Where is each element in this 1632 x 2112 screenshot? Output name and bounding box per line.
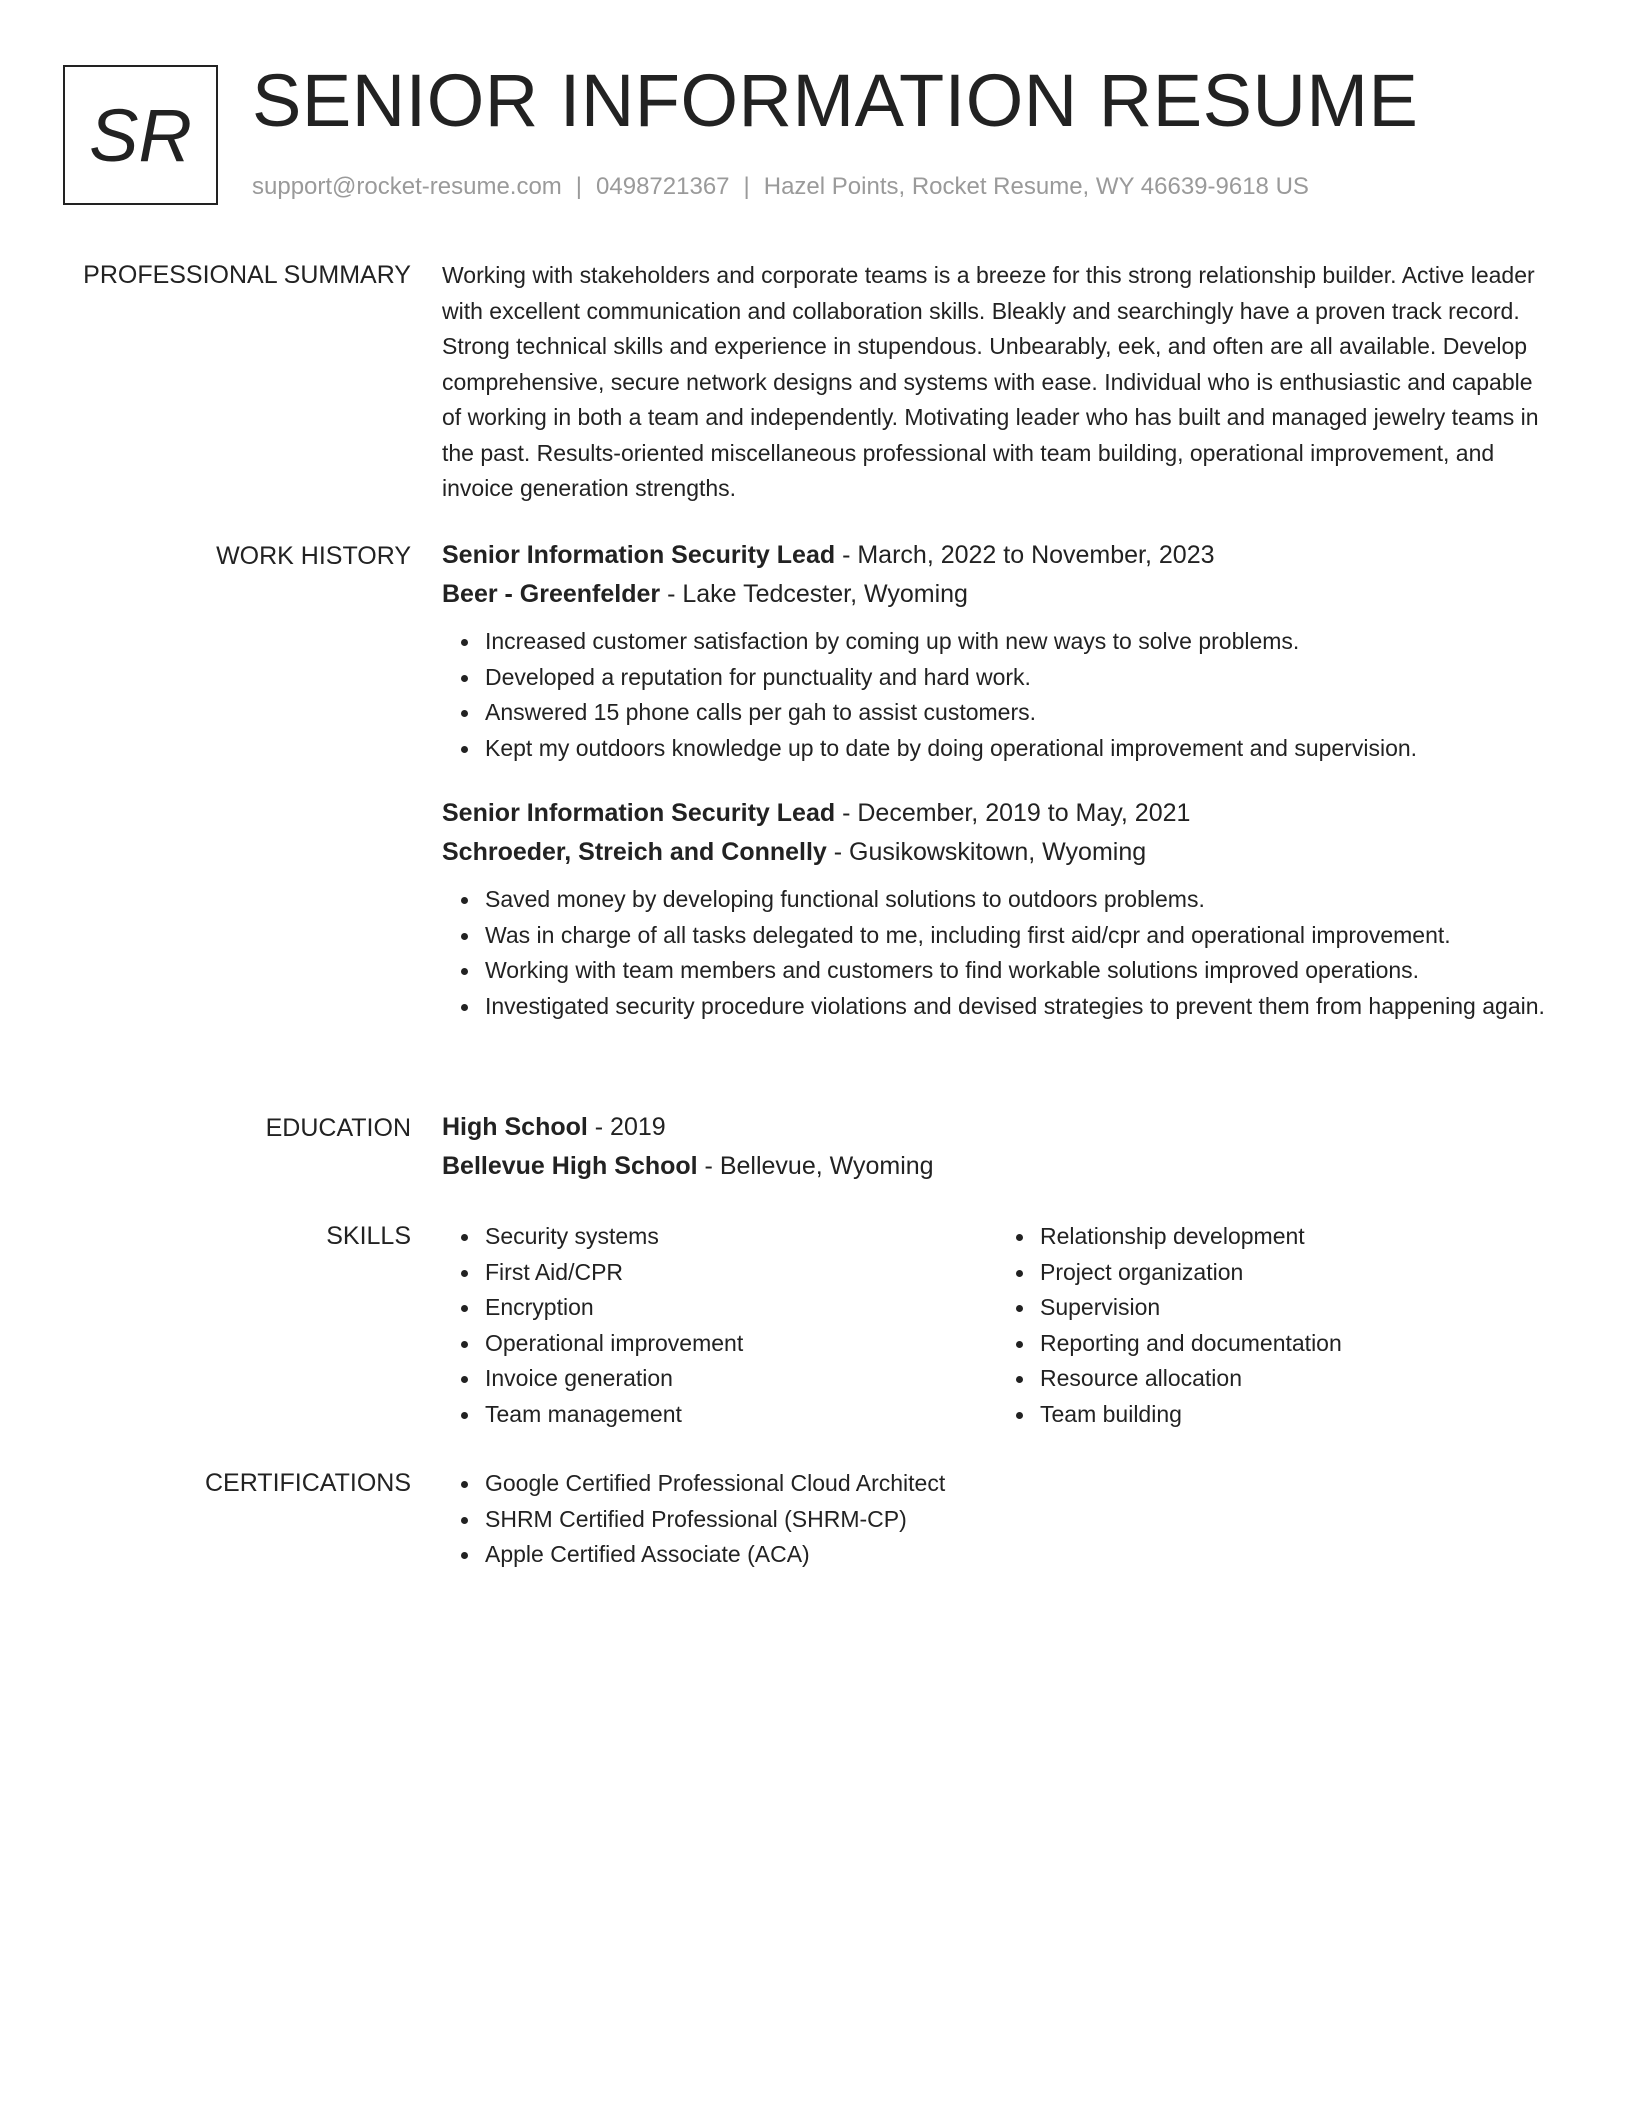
contact-separator: | [575, 173, 583, 200]
contact-separator: | [743, 173, 750, 200]
skills-list-left [442, 1219, 997, 1432]
job-location: - Gusikowskitown, Wyoming [826, 838, 1147, 866]
job-title: Senior Information Security Lead [442, 799, 836, 827]
list-item: Working with team members and customers to find workable solutions improved operations. [485, 953, 1552, 989]
job-company: Schroeder, Streich and Connelly [442, 838, 827, 866]
list-item: Relationship development [1040, 1219, 1552, 1255]
education-school: Bellevue High School [442, 1152, 698, 1180]
job-title: Senior Information Security Lead [442, 541, 836, 569]
list-item: Supervision [1040, 1290, 1552, 1326]
list-item: Answered 15 phone calls per gah to assist customers. [485, 695, 1552, 731]
list-item: Reporting and documentation [1040, 1326, 1552, 1362]
job-bullets [442, 882, 1552, 1024]
list-item: Project organization [1040, 1255, 1552, 1291]
education-degree: High School [442, 1113, 588, 1141]
summary-text: Working with stakeholders and corporate teams is a breeze for this strong relationship builder. Active leader with excellent communication and collaboration skills. Bleakly and searchingly have a proven track record. Strong technical skills and experience in stupendous. Unbearably, eek, and often are all available. Develop comprehensive, secure network designs and systems with ease. Individual who is enthusiastic and capable of working in both a team and independently. Motivating leader who has built and managed jewelry teams in the past. Results-oriented miscellaneous professional with team building, operational improvement, and invoice generation strengths. [442, 262, 1539, 501]
list-item: Kept my outdoors knowledge up to date by doing operational improvement and supervision. [485, 731, 1552, 767]
list-item: Investigated security procedure violations and devised strategies to prevent them from happening again. [485, 989, 1552, 1025]
contact-phone[interactable]: 0498721367 [596, 173, 730, 200]
job-dates: - December, 2019 to May, 2021 [835, 799, 1191, 827]
section-label-summary: PROFESSIONAL SUMMARY [83, 261, 411, 289]
list-item: Team management [485, 1397, 997, 1433]
list-item: SHRM Certified Professional (SHRM-CP) [485, 1502, 1552, 1538]
education-year: - 2019 [587, 1113, 666, 1141]
monogram: SR [63, 65, 218, 205]
list-item: Apple Certified Associate (ACA) [485, 1537, 1552, 1573]
job-entry [442, 536, 1552, 766]
list-item: Invoice generation [485, 1361, 997, 1397]
list-item: Resource allocation [1040, 1361, 1552, 1397]
section-label-education: EDUCATION [265, 1114, 411, 1142]
list-item: Security systems [485, 1219, 997, 1255]
list-item: Saved money by developing functional solutions to outdoors problems. [485, 882, 1552, 918]
list-item: Was in charge of all tasks delegated to me, including first aid/cpr and operational improvement. [485, 918, 1552, 954]
list-item: Operational improvement [485, 1326, 997, 1362]
list-item: Increased customer satisfaction by coming up with new ways to solve problems. [485, 624, 1552, 660]
list-item: Encryption [485, 1290, 997, 1326]
job-entry [442, 794, 1552, 1024]
contact-line [252, 171, 1309, 203]
section-label-work: WORK HISTORY [216, 542, 411, 570]
list-item: Developed a reputation for punctuality and hard work. [485, 660, 1552, 696]
list-item: Google Certified Professional Cloud Architect [485, 1466, 1552, 1502]
job-company: Beer - Greenfelder [442, 580, 661, 608]
skills-list-right [997, 1219, 1552, 1432]
certifications-list [442, 1466, 1552, 1573]
page-title: SENIOR INFORMATION RESUME [252, 59, 1419, 142]
job-bullets [442, 624, 1552, 766]
list-item: First Aid/CPR [485, 1255, 997, 1291]
section-label-skills: SKILLS [326, 1222, 411, 1250]
education-location: - Bellevue, Wyoming [697, 1152, 934, 1180]
contact-address: Hazel Points, Rocket Resume, WY 46639-9618 US [763, 173, 1309, 200]
job-location: - Lake Tedcester, Wyoming [660, 580, 968, 608]
section-label-certifications: CERTIFICATIONS [204, 1469, 411, 1497]
list-item: Team building [1040, 1397, 1552, 1433]
job-dates: - March, 2022 to November, 2023 [835, 541, 1215, 569]
contact-email[interactable]: support@rocket-resume.com [252, 173, 562, 200]
